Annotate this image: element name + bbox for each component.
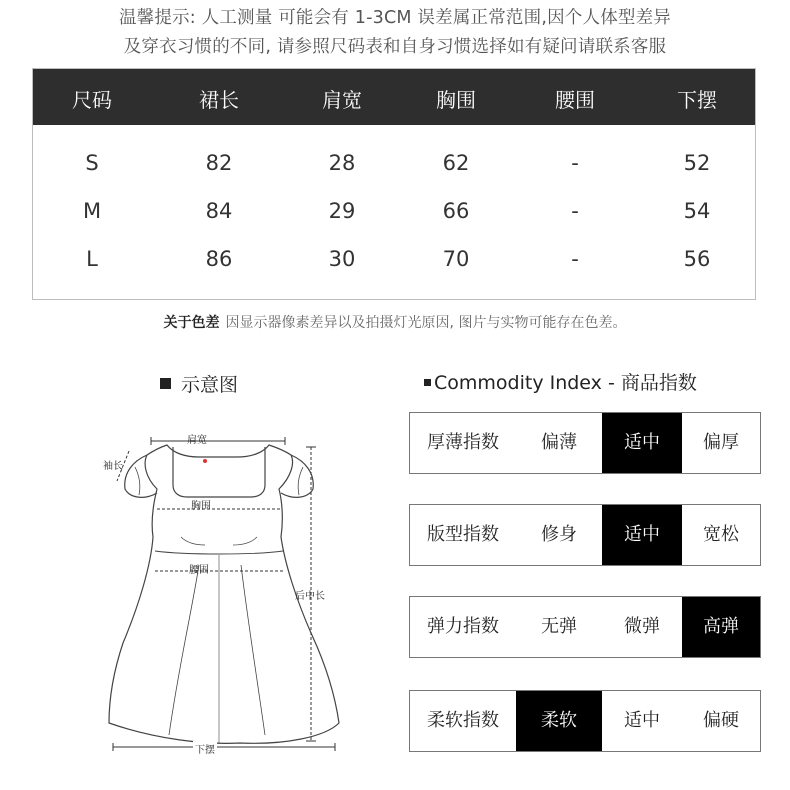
- commodity-index-title-text: Commodity Index - 商品指数: [434, 372, 697, 394]
- table-cell: 54: [683, 199, 711, 223]
- index-option: 修身: [541, 524, 577, 545]
- header-waist: 腰围: [555, 88, 595, 112]
- index-row-elasticity: [409, 596, 761, 658]
- index-option: 微弹: [624, 616, 660, 637]
- color-note: [0, 312, 790, 332]
- table-cell: 70: [442, 247, 470, 271]
- index-option: 适中: [624, 710, 660, 731]
- dress-diagram: [95, 405, 355, 760]
- diagram-title: [160, 370, 238, 397]
- label-hem: 下摆: [193, 741, 217, 756]
- notice-line-2: 及穿衣习惯的不同, 请参照尺码表和自身习惯选择如有疑问请联系客服: [123, 37, 667, 57]
- index-option-selected: 适中: [602, 505, 682, 565]
- index-option: 宽松: [703, 524, 739, 545]
- label-sleeve: 袖长: [103, 461, 123, 472]
- header-length: 裙长: [199, 88, 239, 112]
- square-bullet-icon: [424, 379, 431, 386]
- table-cell: 62: [442, 151, 470, 175]
- table-cell: -: [571, 151, 579, 175]
- diagram-title-text: 示意图: [181, 374, 239, 396]
- commodity-index-title: [424, 368, 697, 395]
- index-label: 柔软指数: [427, 710, 499, 731]
- index-option-selected: 高弹: [682, 597, 760, 657]
- label-back-length: 后中长: [295, 591, 325, 602]
- notice-text: [0, 4, 790, 62]
- size-table-header: [33, 69, 755, 125]
- table-cell: -: [571, 247, 579, 271]
- index-label: 厚薄指数: [427, 432, 499, 453]
- color-note-label: 关于色差: [163, 315, 220, 331]
- square-bullet-icon: [160, 378, 171, 389]
- table-cell: 28: [328, 151, 356, 175]
- label-chest: 胸围: [191, 501, 211, 512]
- dress-outline-icon: [95, 405, 355, 760]
- header-chest: 胸围: [436, 88, 476, 112]
- table-cell: L: [86, 247, 98, 271]
- table-cell: 56: [683, 247, 711, 271]
- table-cell: M: [82, 199, 102, 223]
- index-label: 版型指数: [427, 524, 499, 545]
- table-cell: -: [571, 199, 579, 223]
- index-option: 偏薄: [541, 432, 577, 453]
- index-row-thickness: [409, 412, 761, 474]
- table-cell: 52: [683, 151, 711, 175]
- notice-line-1: 温馨提示: 人工测量 可能会有 1-3CM 误差属正常范围,因个人体型差异: [118, 8, 671, 28]
- index-option-selected: 适中: [602, 413, 682, 473]
- index-option: 偏厚: [703, 432, 739, 453]
- index-row-softness: [409, 690, 761, 752]
- table-cell: 30: [328, 247, 356, 271]
- index-option-selected: 柔软: [516, 691, 602, 751]
- table-cell: 29: [328, 199, 356, 223]
- label-shoulder: 肩宽: [187, 435, 207, 446]
- header-hem: 下摆: [677, 88, 717, 112]
- index-option: 偏硬: [703, 710, 739, 731]
- table-cell: 84: [205, 199, 233, 223]
- table-cell: 66: [442, 199, 470, 223]
- table-cell: S: [85, 151, 99, 175]
- header-size: 尺码: [72, 88, 112, 112]
- table-cell: 86: [205, 247, 233, 271]
- color-note-text: 因显示器像素差异以及拍摄灯光原因, 图片与实物可能存在色差。: [225, 315, 627, 331]
- size-table: [32, 68, 756, 300]
- label-waist: 腰围: [189, 565, 209, 576]
- table-cell: 82: [205, 151, 233, 175]
- index-option: 无弹: [541, 616, 577, 637]
- index-row-fit: [409, 504, 761, 566]
- header-shoulder: 肩宽: [322, 88, 362, 112]
- index-label: 弹力指数: [427, 616, 499, 637]
